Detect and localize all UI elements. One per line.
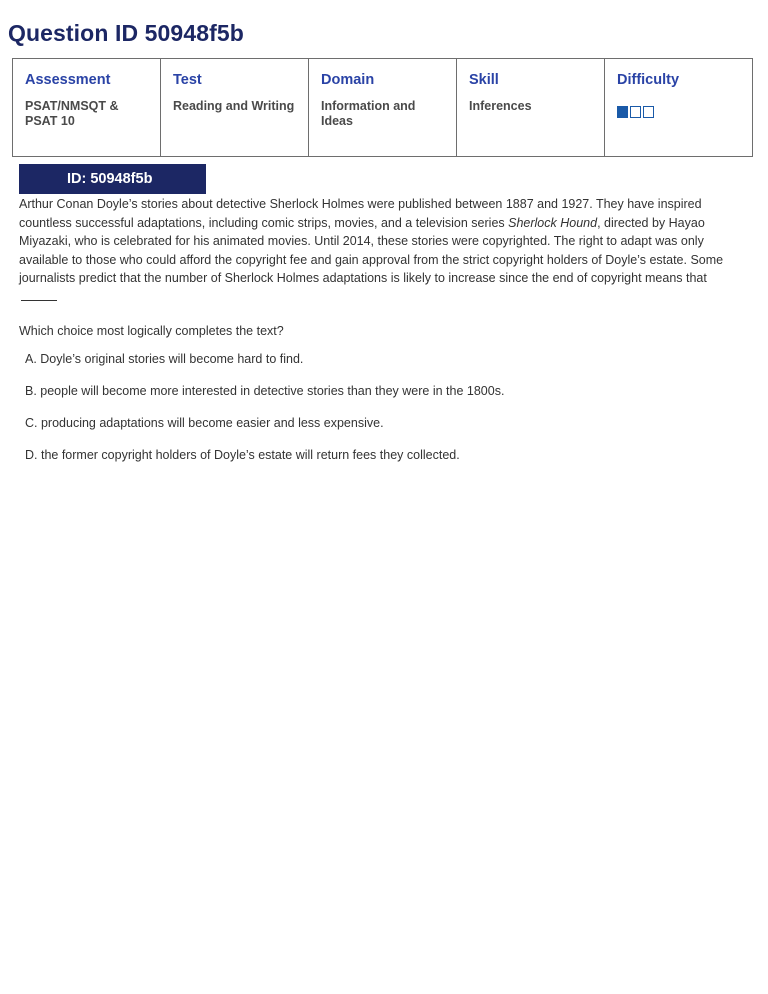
- cell-test: [161, 98, 309, 157]
- question-prompt: Which choice most logically completes the text?: [19, 324, 284, 338]
- difficulty-box-empty: [630, 106, 641, 118]
- choice-c[interactable]: C. producing adaptations will become easier and less expensive.: [25, 416, 384, 430]
- choice-a[interactable]: A. Doyle’s original stories will become hard to find.: [25, 352, 304, 366]
- skill-value: Inferences: [469, 98, 532, 113]
- domain-value-line2: Ideas: [321, 114, 353, 128]
- assessment-value-line1: PSAT/NMSQT &: [25, 98, 119, 113]
- header-assessment: Assessment: [13, 59, 161, 103]
- header-test: Test: [161, 59, 309, 103]
- difficulty-box-empty: [643, 106, 654, 118]
- passage-italic-title: Sherlock Hound: [508, 215, 598, 230]
- page-title: Question ID 50948f5b: [8, 20, 244, 46]
- passage-text: [19, 195, 735, 307]
- answer-blank: [21, 290, 57, 301]
- choice-d[interactable]: D. the former copyright holders of Doyle’s estate will return fees they collected.: [25, 448, 460, 462]
- question-meta-table: [12, 58, 753, 157]
- header-difficulty: Difficulty: [605, 59, 753, 103]
- header-domain: Domain: [309, 59, 457, 103]
- cell-difficulty: [605, 103, 753, 157]
- assessment-value-line2: PSAT 10: [25, 114, 75, 128]
- cell-assessment: [13, 98, 161, 157]
- passage-part1: Arthur Conan Doyle’s stories about detective Sherlock Holmes were published between 1887 and 1927. They have inspired countless successful adaptations, including comic strips, movies, and a television series: [19, 197, 702, 230]
- difficulty-box-filled: [617, 106, 628, 118]
- header-skill: Skill: [457, 59, 605, 103]
- cell-domain: [309, 98, 457, 157]
- cell-skill: [457, 98, 605, 157]
- passage-part2: , directed by Hayao Miyazaki, who is celebrated for his animated movies. Until 2014, these stories were copyrighted. The right to adapt was only available to those who could afford the copyright fee and gain approval from the strict copyright holders of Doyle’s estate. Some journalists predict that the number of Sherlock Holmes adaptations is likely to increase since the end of copyright means that: [19, 215, 724, 286]
- difficulty-indicator: [617, 106, 740, 118]
- domain-value-line1: Information and: [321, 98, 416, 113]
- question-id-banner: ID: 50948f5b: [19, 164, 206, 194]
- test-value: Reading and Writing: [173, 98, 295, 113]
- choice-b[interactable]: B. people will become more interested in detective stories than they were in the 1800s.: [25, 384, 505, 398]
